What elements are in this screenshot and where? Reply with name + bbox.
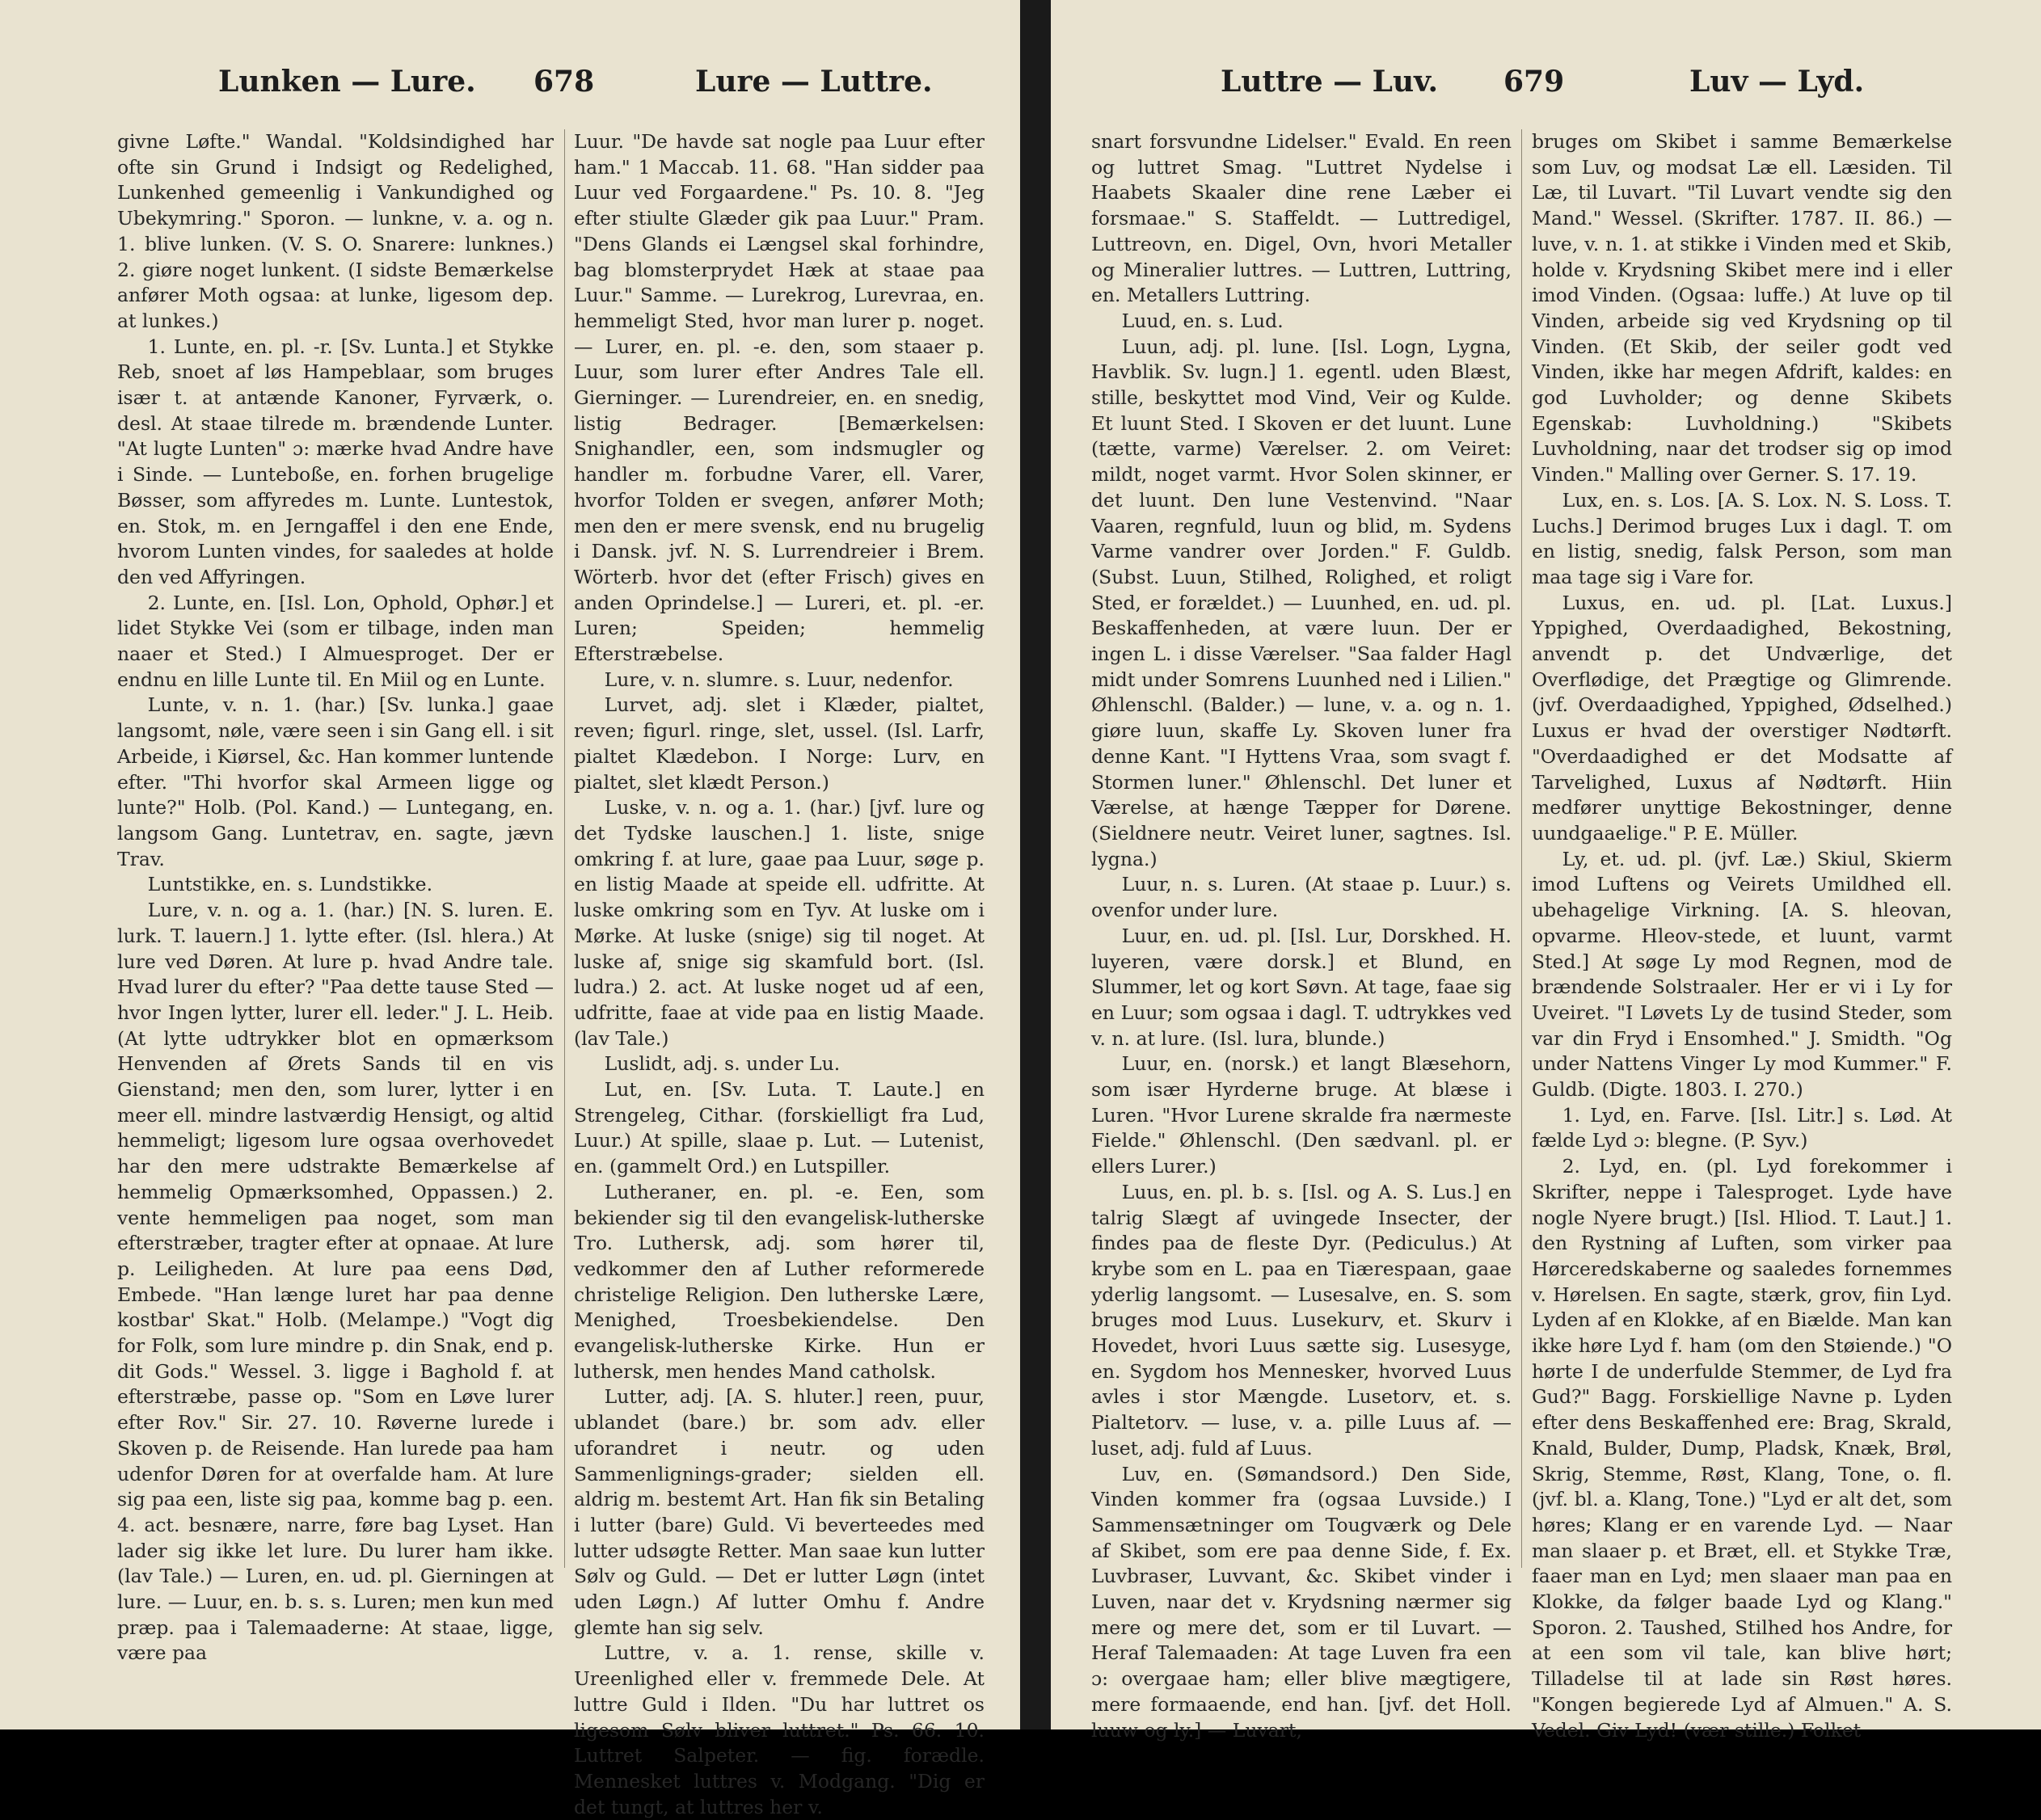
column-divider <box>1521 129 1522 1568</box>
dictionary-entry: 1. Lunte, en. pl. -r. [Sv. Lunta.] et Stykke Reb, snoet af løs Hampeblaar, som bruges især t. at antænde Kanoner, Fyrværk, o. desl. At staae tilrede m. brændende Lunter. "At lugte Lunten" ɔ: mærke hvad Andre have i Sinde. — Lunteboße, en. forhen brugelige Bøsser, som affyredes m. Lunte. Luntestok, en. Stok, m. en Jerngaffel i den ene Ende, hvorom Lunten vindes, for saaledes at holde den ved Affyringen. <box>117 335 554 588</box>
dictionary-entry: givne Løfte." Wandal. "Koldsindighed har ofte sin Grund i Indsigt og Redelighed, Lunkenhed gemeenlig i Vankundighed og Ubekymring." Sporon. — lunkne, v. a. og n. 1. blive lunken. (V. S. O. Snarere: lunknes.) 2. giøre noget lunkent. (I sidste Bemærkelse anfører Moth ogsaa: at lunke, ligesom dep. at lunkes.) <box>117 130 554 332</box>
dictionary-entry: Luur, en. (norsk.) et langt Blæsehorn, som især Hyrderne bruge. At blæse i Luren. "Hvor Lurene skralde fra nærmeste Fielde." Øhlenschl. (Den sædvanl. pl. er ellers Lurer.) <box>1091 1052 1512 1178</box>
dictionary-entry: Luslidt, adj. s. under Lu. <box>604 1052 841 1076</box>
page-right <box>1051 0 2041 1742</box>
dictionary-entry: Luud, en. s. Lud. <box>1121 309 1284 332</box>
dictionary-entry: Lunte, v. n. 1. (har.) [Sv. lunka.] gaae langsomt, nøle, være seen i sin Gang ell. i sit Arbeide, i Kiørsel, &c. Han kommer luntende efter. "Thi hvorfor skal Armeen ligge og lunte?" Holb. (Pol. Kand.) — Luntegang, en. langsom Gang. Luntetrav, en. sagte, jævn Trav. <box>117 693 554 870</box>
dictionary-entry: Luun, adj. pl. lune. [Isl. Logn, Lygna, Havblik. Sv. lugn.] 1. egentl. uden Blæst, stille, beskyttet mod Vind, Veir og Kulde. Et luunt Sted. I Skoven er det luunt. Lune (tætte, varme) Værelser. 2. om Veiret: mildt, noget varmt. Hvor Solen skinner, er det luunt. Den lune Vestenvind. "Naar Vaaren, regnfuld, luun og blid, m. Sydens Varme vandrer over Jorden." F. Guldb. (Subst. Luun, Stilhed, Rolighed, et roligt Sted, er forældet.) — Luunhed, en. ud. pl. Beskaffenheden, at være luun. Der er ingen L. i disse Værelser. "Saa falder Hagl midt under Somrens Luunhed ned i Lilien." Øhlenschl. (Balder.) — lune, v. a. og n. 1. giøre luun, skaffe Ly. Skoven luner fra denne Kant. "I Hyttens Vraa, som svagt f. Stormen luner." Øhlenschl. Det luner et Værelse, at hænge Tæpper for Dørene. (Sieldnere neutr. Veiret luner, sagtnes. Isl. lygna.) <box>1091 335 1512 870</box>
dictionary-entry: Lutheraner, en. pl. -e. Een, som bekiender sig til den evangelisk-lutherske Tro. Luthersk, adj. som hører til, vedkommer den af Luther reformerede christelige Religion. Den lutherske Lære, Menighed, Troesbekiendelse. Den evangelisk-lutherske Kirke. Hun er luthersk, men hendes Mand catholsk. <box>574 1180 985 1383</box>
dictionary-entry: Luxus, en. ud. pl. [Lat. Luxus.] Yppighed, Overdaadighed, Bekostning, anvendt p. det Undværlige, det Overflødige, det Prægtige og Glimrende. (jvf. Overdaadighed, Yppighed, Ødselhed.) Luxus er hvad der overstiger Nødtørft. "Overdaadighed er det Modsatte af Tarvelighed, Luxus af Nødtørft. Hiin medfører unyttige Bekostninger, denne uundgaaelige." P. E. Müller. <box>1532 591 1952 845</box>
header-right-entry-range: Lure — Luttre. <box>695 65 933 99</box>
header-left-entry-range: Lunken — Lure. <box>218 65 476 99</box>
header-right-entry-range: Luv — Lyd. <box>1689 65 1865 99</box>
dictionary-entry: snart forsvundne Lidelser." Evald. En reen og luttret Smag. "Luttret Nydelse i Haabets Skaaler dine rene Læber ei forsmaae." S. Staffeldt. — Luttredigel, Luttreovn, en. Digel, Ovn, hvori Metaller og Mineralier luttres. — Luttren, Luttring, en. Metallers Luttring. <box>1091 130 1512 307</box>
dictionary-entry: Lurvet, adj. slet i Klæder, pialtet, reven; figurl. ringe, slet, ussel. (Isl. Larfr, pialtet Klædebon. I Norge: Lurv, en pialtet, slet klædt Person.) <box>574 693 985 794</box>
dictionary-entry: Lut, en. [Sv. Luta. T. Laute.] en Strengeleg, Cithar. (forskielligt fra Lud, Luur.) At spille, slaae p. Lut. — Lutenist, en. (gammelt Ord.) en Lutspiller. <box>574 1078 985 1178</box>
column-divider <box>564 129 565 1568</box>
dictionary-entry: 2. Lunte, en. [Isl. Lon, Ophold, Ophør.] et lidet Stykke Vei (som er tilbage, inden man naaer et Sted.) I Almuesproget. Der er endnu en lille Lunte til. En Miil og en Lunte. <box>117 591 554 691</box>
page-number-left: 678 <box>533 65 595 99</box>
left-page-column-2 <box>574 129 985 1818</box>
left-page-column-1 <box>117 129 554 1681</box>
page-number-right: 679 <box>1503 65 1565 99</box>
dictionary-entry: Luske, v. n. og a. 1. (har.) [jvf. lure og det Tydske lauschen.] 1. liste, snige omkring f. at lure, gaae paa Luur, søge p. en listig Maade at speide ell. udfritte. At luske omkring som en Tyv. At luske om i Mørke. At luske (snige) sig til noget. At luske af, snige sig skamfuld bort. (Isl. ludra.) 2. act. At luske noget ud af een, udfritte, faae at vide paa en listig Maade. (lav Tale.) <box>574 796 985 1050</box>
right-page-column-2 <box>1532 129 1952 1742</box>
book-gutter <box>1020 0 1051 1729</box>
dictionary-entry: Luntstikke, en. s. Lundstikke. <box>147 873 433 896</box>
dictionary-entry: Lure, v. n. og a. 1. (har.) [N. S. luren. E. lurk. T. lauern.] 1. lytte efter. (Isl. hlera.) At lure ved Døren. At lure p. hvad Andre tale. Hvad lurer du efter? "Paa dette tause Sted — hvor Ingen lytter, lurer ell. leder." J. L. Heib. (At lytte udtrykker blot en opmærksom Henvenden af Ørets Sands til en vis Gienstand; men den, som lurer, lytter i en meer ell. mindre lastværdig Hensigt, og altid hemmeligt; ligesom lure ogsaa overhovedet har den mere udstrakte Bemærkelse af hemmelig Opmærksomhed, Oppassen.) 2. vente hemmeligen paa noget, som man efterstræber, tragter efter at opnaae. At lure p. Leiligheden. At lure paa eens Død, Embede. "Han længe luret har paa denne kostbar' Skat." Holb. (Melampe.) "Vogt dig for Folk, som lure mindre p. din Snak, end p. dit Gods." Wessel. 3. ligge i Baghold f. at efterstræbe, passe op. "Som en Løve lurer efter Rov." Sir. 27. 10. Røverne lurede i Skoven p. de Reisende. Han lurede paa ham udenfor Døren for at overfalde ham. At lure sig paa een, liste sig paa, komme bag p. een. 4. act. besnære, narre, føre bag Lyset. Han lader sig ikke let lure. Du lurer ham ikke. (lav Tale.) — Luren, en. ud. pl. Gierningen at lure. — Luur, en. b. s. s. Luren; men kun med præp. paa i Talemaaderne: At staae, ligge, være paa <box>117 899 554 1665</box>
dictionary-entry: Luus, en. pl. b. s. [Isl. og A. S. Lus.] en talrig Slægt af uvingede Insecter, der findes paa de fleste Dyr. (Pediculus.) At krybe som en L. paa en Tiærespaan, gaae yderlig langsomt. — Lusesalve, en. S. som bruges mod Luus. Lusekurv, et. Skurv i Hovedet, hvori Luus sætte sig. Lusesyge, en. Sygdom hos Mennesker, hvorved Luus avles i stor Mængde. Lusetorv, et. s. Pialtetorv. — luse, v. a. pille Luus af. — luset, adj. fuld af Luus. <box>1091 1180 1512 1460</box>
dictionary-entry: Ly, et. ud. pl. (jvf. Læ.) Skiul, Skierm imod Luftens og Veirets Umildhed ell. ubehagelige Virkning. [A. S. hleovan, opvarme. Hleov-stede, et luunt, varmt Sted.] At søge Ly mod Regnen, mod de brændende Solstraaler. Her er vi i Ly for Uveiret. "I Løvets Ly de tusind Steder, som var din Fryd i Ensomhed." J. Smidth. "Og under Nattens Vinger Ly mod Kummer." F. Guldb. (Digte. 1803. I. 270.) <box>1532 847 1952 1102</box>
dictionary-entry: Lux, en. s. Los. [A. S. Lox. N. S. Loss. T. Luchs.] Derimod bruges Lux i dagl. T. om en listig, snedig, falsk Person, som man maa tage sig i Vare for. <box>1532 488 1952 588</box>
right-page-column-1 <box>1091 129 1512 1742</box>
dictionary-entry: Luur, en. ud. pl. [Isl. Lur, Dorskhed. H. luyeren, være dorsk.] et Blund, en Slummer, let og kort Søvn. At tage, faae sig en Luur; som ogsaa i dagl. T. udtrykkes ved v. n. at lure. (Isl. lura, blunde.) <box>1091 924 1512 1050</box>
dictionary-entry: Lutter, adj. [A. S. hluter.] reen, puur, ublandet (bare.) br. som adv. eller uforandret i neutr. og uden Sammenlignings-grader; sielden ell. aldrig m. bestemt Art. Han fik sin Betaling i lutter (bare) Guld. Vi beverteedes med lutter udsøgte Retter. Man saae kun lutter Sølv og Guld. — Det er lutter Løgn (intet uden Løgn.) Af lutter Omhu f. Andre glemte han sig selv. <box>574 1385 985 1639</box>
page-left <box>0 0 1020 1818</box>
dictionary-entry: Lure, v. n. slumre. s. Luur, nedenfor. <box>604 668 954 691</box>
dictionary-entry: Luttre, v. a. 1. rense, skille v. Ureenlighed eller v. fremmede Dele. At luttre Guld i Ilden. "Du har luttret os ligesom Sølv bliver luttret." Ps. 66. 10. Luttret Salpeter. — fig. forædle. Mennesket luttres v. Modgang. "Dig er det tungt, at luttres her v. <box>574 1641 985 1818</box>
dictionary-entry: 2. Lyd, en. (pl. Lyd forekommer i Skrifter, neppe i Talesproget. Lyde have nogle Nyere brugt.) [Isl. Hliod. T. Laut.] 1. den Rystning af Luften, som virker paa Hørceredskaberne og saaledes fornemmes v. Hørelsen. En sagte, stærk, grov, fiin Lyd. Lyden af en Klokke, af en Biælde. Man kan ikke høre Lyd f. ham (om den Støiende.) "O hørte I de underfulde Stemmer, de Lyd fra Gud?" Bagg. Forskiellige Navne p. Lyden efter dens Beskaffenhed ere: Brag, Skrald, Knald, Bulder, Dump, Pladsk, Knæk, Brøl, Skrig, Stemme, Røst, Klang, Tone, o. fl. (jvf. bl. a. Klang, Tone.) "Lyd er alt det, som høres; Klang er en varende Lyd. — Naar man slaaer p. et Bræt, ell. et Stykke Træ, faaer man en Lyd; men slaaer man paa en Klokke, da følger baade Lyd og Klang." Sporon. 2. Taushed, Stilhed hos Andre, for at een som vil tale, kan blive hørt; Tilladelse til at lade sin Røst høres. "Kongen begierede Lyd af Almuen." A. S. Vedel. Giv Lyd! (vær stille.) Folket <box>1532 1155 1952 1742</box>
dictionary-entry: 1. Lyd, en. Farve. [Isl. Litr.] s. Lød. At fælde Lyd ɔ: blegne. (P. Syv.) <box>1532 1103 1952 1152</box>
header-left-entry-range: Luttre — Luv. <box>1221 65 1438 99</box>
dictionary-entry: Luv, en. (Sømandsord.) Den Side, Vinden kommer fra (ogsaa Luvside.) I Sammensætninger om Tougværk og Dele af Skibet, som ere paa denne Side, f. Ex. Luvbraser, Luvvant, &c. Skibet vinder i Luven, naar det v. Krydsning nærmer sig mere og mere det, som er til Luvart. — Heraf Talemaaden: At tage Luven fra een ɔ: overgaae ham; eller blive mægtigere, mere formaaende, end han. [jvf. det Holl. luuw og ly.] — Luvart, <box>1091 1462 1512 1742</box>
dictionary-entry: Luur. "De havde sat nogle paa Luur efter ham." 1 Maccab. 11. 68. "Han sidder paa Luur ved Forgaardene." Ps. 10. 8. "Jeg efter stiulte Glæder gik paa Luur." Pram. "Dens Glands ei Længsel skal forhindre, bag blomsterprydet Hæk at staae paa Luur." Samme. — Lurekrog, Lurevraa, en. hemmeligt Sted, hvor man lurer p. noget. — Lurer, en. pl. -e. den, som staaer p. Luur, som lurer efter Andres Tale ell. Gierninger. — Lurendreier, en. en snedig, listig Bedrager. [Bemærkelsen: Snighandler, een, som indsmugler og handler m. forbudne Varer, ell. Varer, hvorfor Tolden er svegen, anfører Moth; men den er mere svensk, end nu brugelig i Dansk. jvf. N. S. Lurrendreier i Brem. Wörterb. hvor det (efter Frisch) gives en anden Oprindelse.] — Lureri, et. pl. -er. Luren; Speiden; hemmelig Efterstræbelse. <box>574 130 985 666</box>
dictionary-entry: bruges om Skibet i samme Bemærkelse som Luv, og modsat Læ ell. Læsiden. Til Læ, til Luvart. "Til Luvart vendte sig den Mand." Wessel. (Skrifter. 1787. II. 86.) — luve, v. n. 1. at stikke i Vinden med et Skib, holde v. Krydsning Skibet mere ind i eller imod Vinden. (Ogsaa: luffe.) At luve op til Vinden, arbeide sig ved Krydsning op til Vinden. (Et Skib, der seiler godt ved Vinden, ikke har megen Afdrift, kaldes: en god Luvholder; og denne Skibets Egenskab: Luvholdning.) "Skibets Luvholdning, naar det trodser sig op imod Vinden." Malling over Gerner. S. 17. 19. <box>1532 130 1952 487</box>
dictionary-entry: Luur, n. s. Luren. (At staae p. Luur.) s. ovenfor under lure. <box>1091 873 1512 922</box>
